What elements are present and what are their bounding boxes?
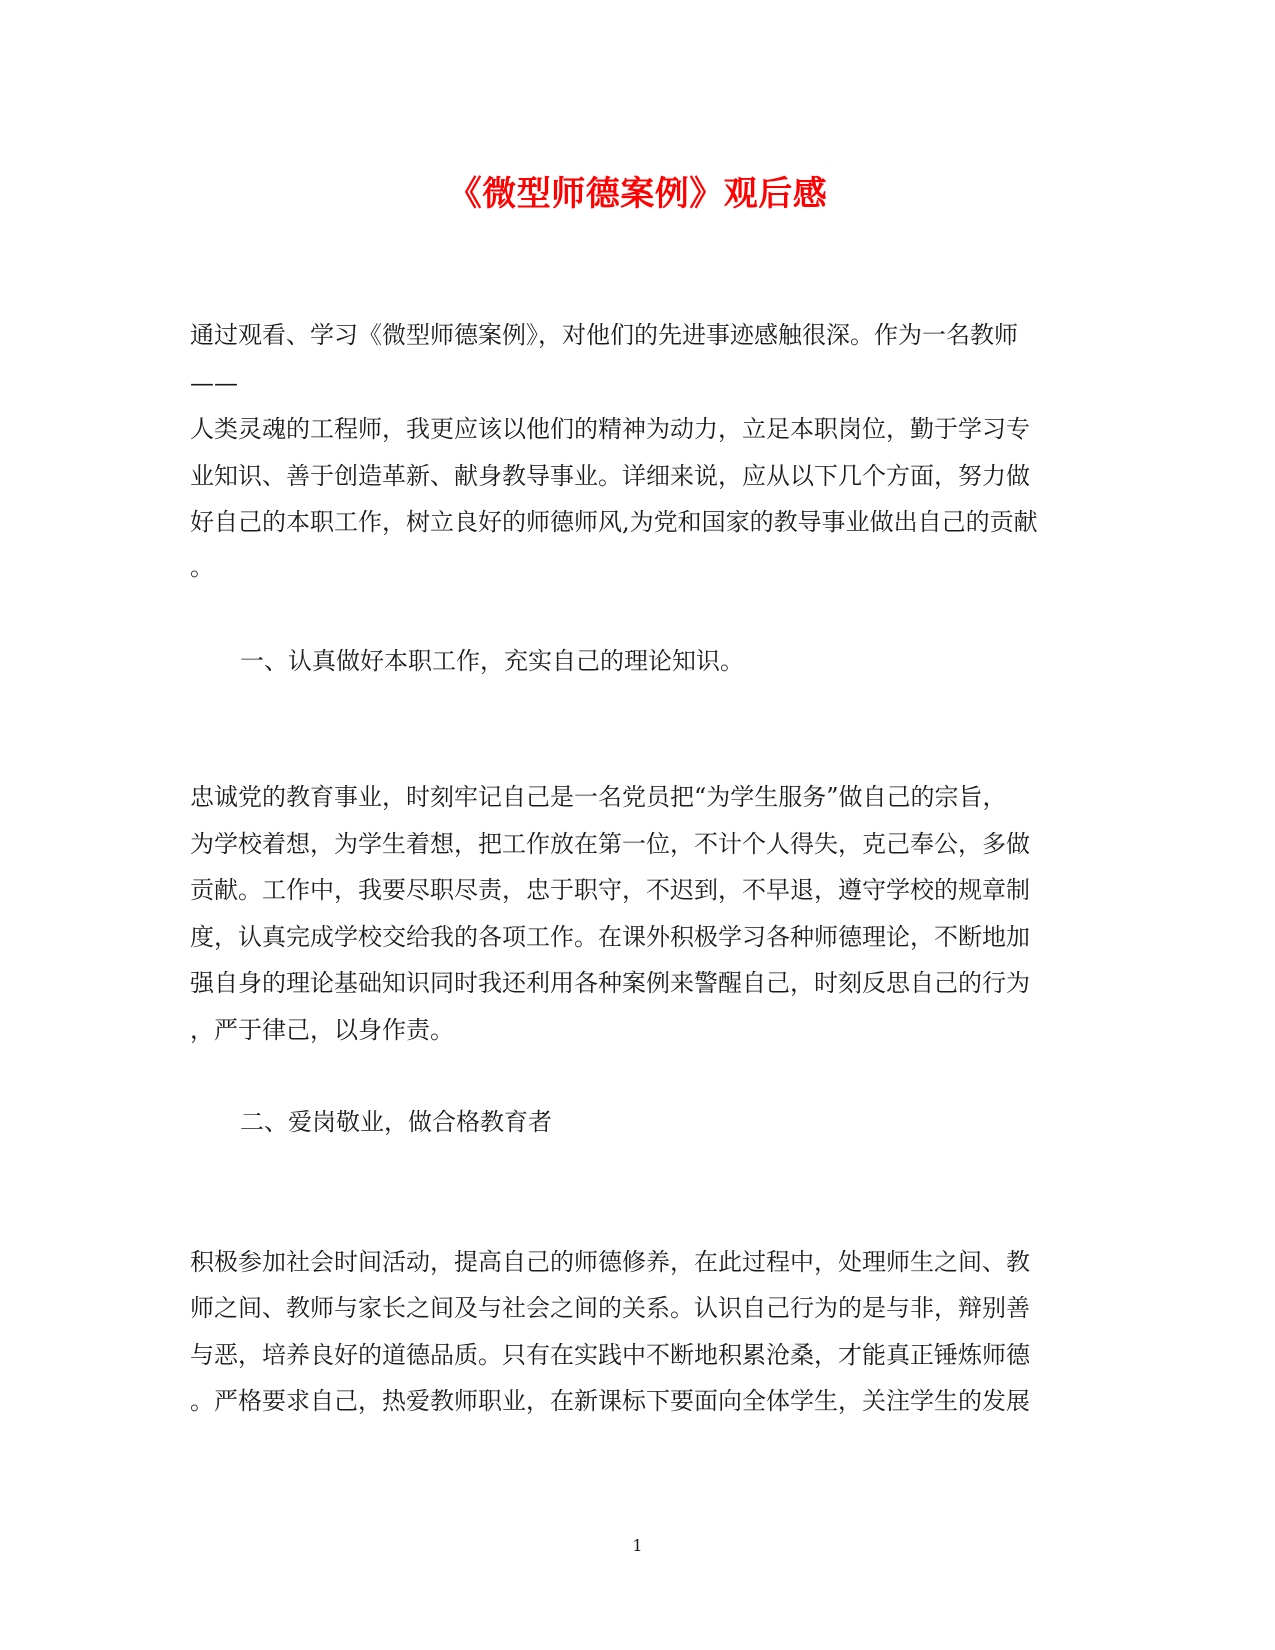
paragraph-line: 贡献。工作中，我要尽职尽责，忠于职守，不迟到，不早退，遵守学校的规章制	[190, 876, 1030, 904]
section-heading-2: 二、爱岗敬业，做合格教育者	[240, 1108, 552, 1136]
document-title: 《微型师德案例》观后感	[447, 174, 828, 214]
paragraph-line: 为学校着想，为学生着想，把工作放在第一位，不计个人得失，克己奉公，多做	[190, 830, 1030, 858]
paragraph-line: 积极参加社会时间活动，提高自己的师德修养，在此过程中，处理师生之间、教	[190, 1248, 1030, 1276]
paragraph-line: 忠诚党的教育事业，时刻牢记自己是一名党员把“为学生服务”做自己的宗旨，	[190, 783, 1007, 811]
paragraph-line: 师之间、教师与家长之间及与社会之间的关系。认识自己行为的是与非，辩别善	[190, 1294, 1030, 1322]
paragraph-line: 。严格要求自己，热爱教师职业，在新课标下要面向全体学生，关注学生的发展	[190, 1387, 1030, 1415]
paragraph-line: ，严于律己，以身作责。	[190, 1016, 454, 1044]
page-number: 1	[632, 1536, 643, 1555]
section-heading-1: 一、认真做好本职工作，充实自己的理论知识。	[240, 647, 744, 675]
paragraph-line: 强自身的理论基础知识同时我还利用各种案例来警醒自己，时刻反思自己的行为	[190, 969, 1030, 997]
paragraph-line: 好自己的本职工作，树立良好的师德师风,为党和国家的教导事业做出自己的贡献	[190, 508, 1038, 536]
paragraph-line: ——	[190, 369, 238, 397]
paragraph-line: 度，认真完成学校交给我的各项工作。在课外积极学习各种师德理论，不断地加	[190, 923, 1030, 951]
paragraph-line: 与恶，培养良好的道德品质。只有在实践中不断地积累沧桑，才能真正锤炼师德	[190, 1341, 1030, 1369]
paragraph-line: 。	[190, 553, 214, 581]
paragraph-line: 业知识、善于创造革新、献身教导事业。详细来说，应从以下几个方面，努力做	[190, 462, 1030, 490]
paragraph-line: 通过观看、学习《微型师德案例》，对他们的先进事迹感触很深。作为一名教师	[190, 321, 1018, 349]
paragraph-line: 人类灵魂的工程师，我更应该以他们的精神为动力，立足本职岗位，勤于学习专	[190, 415, 1030, 443]
